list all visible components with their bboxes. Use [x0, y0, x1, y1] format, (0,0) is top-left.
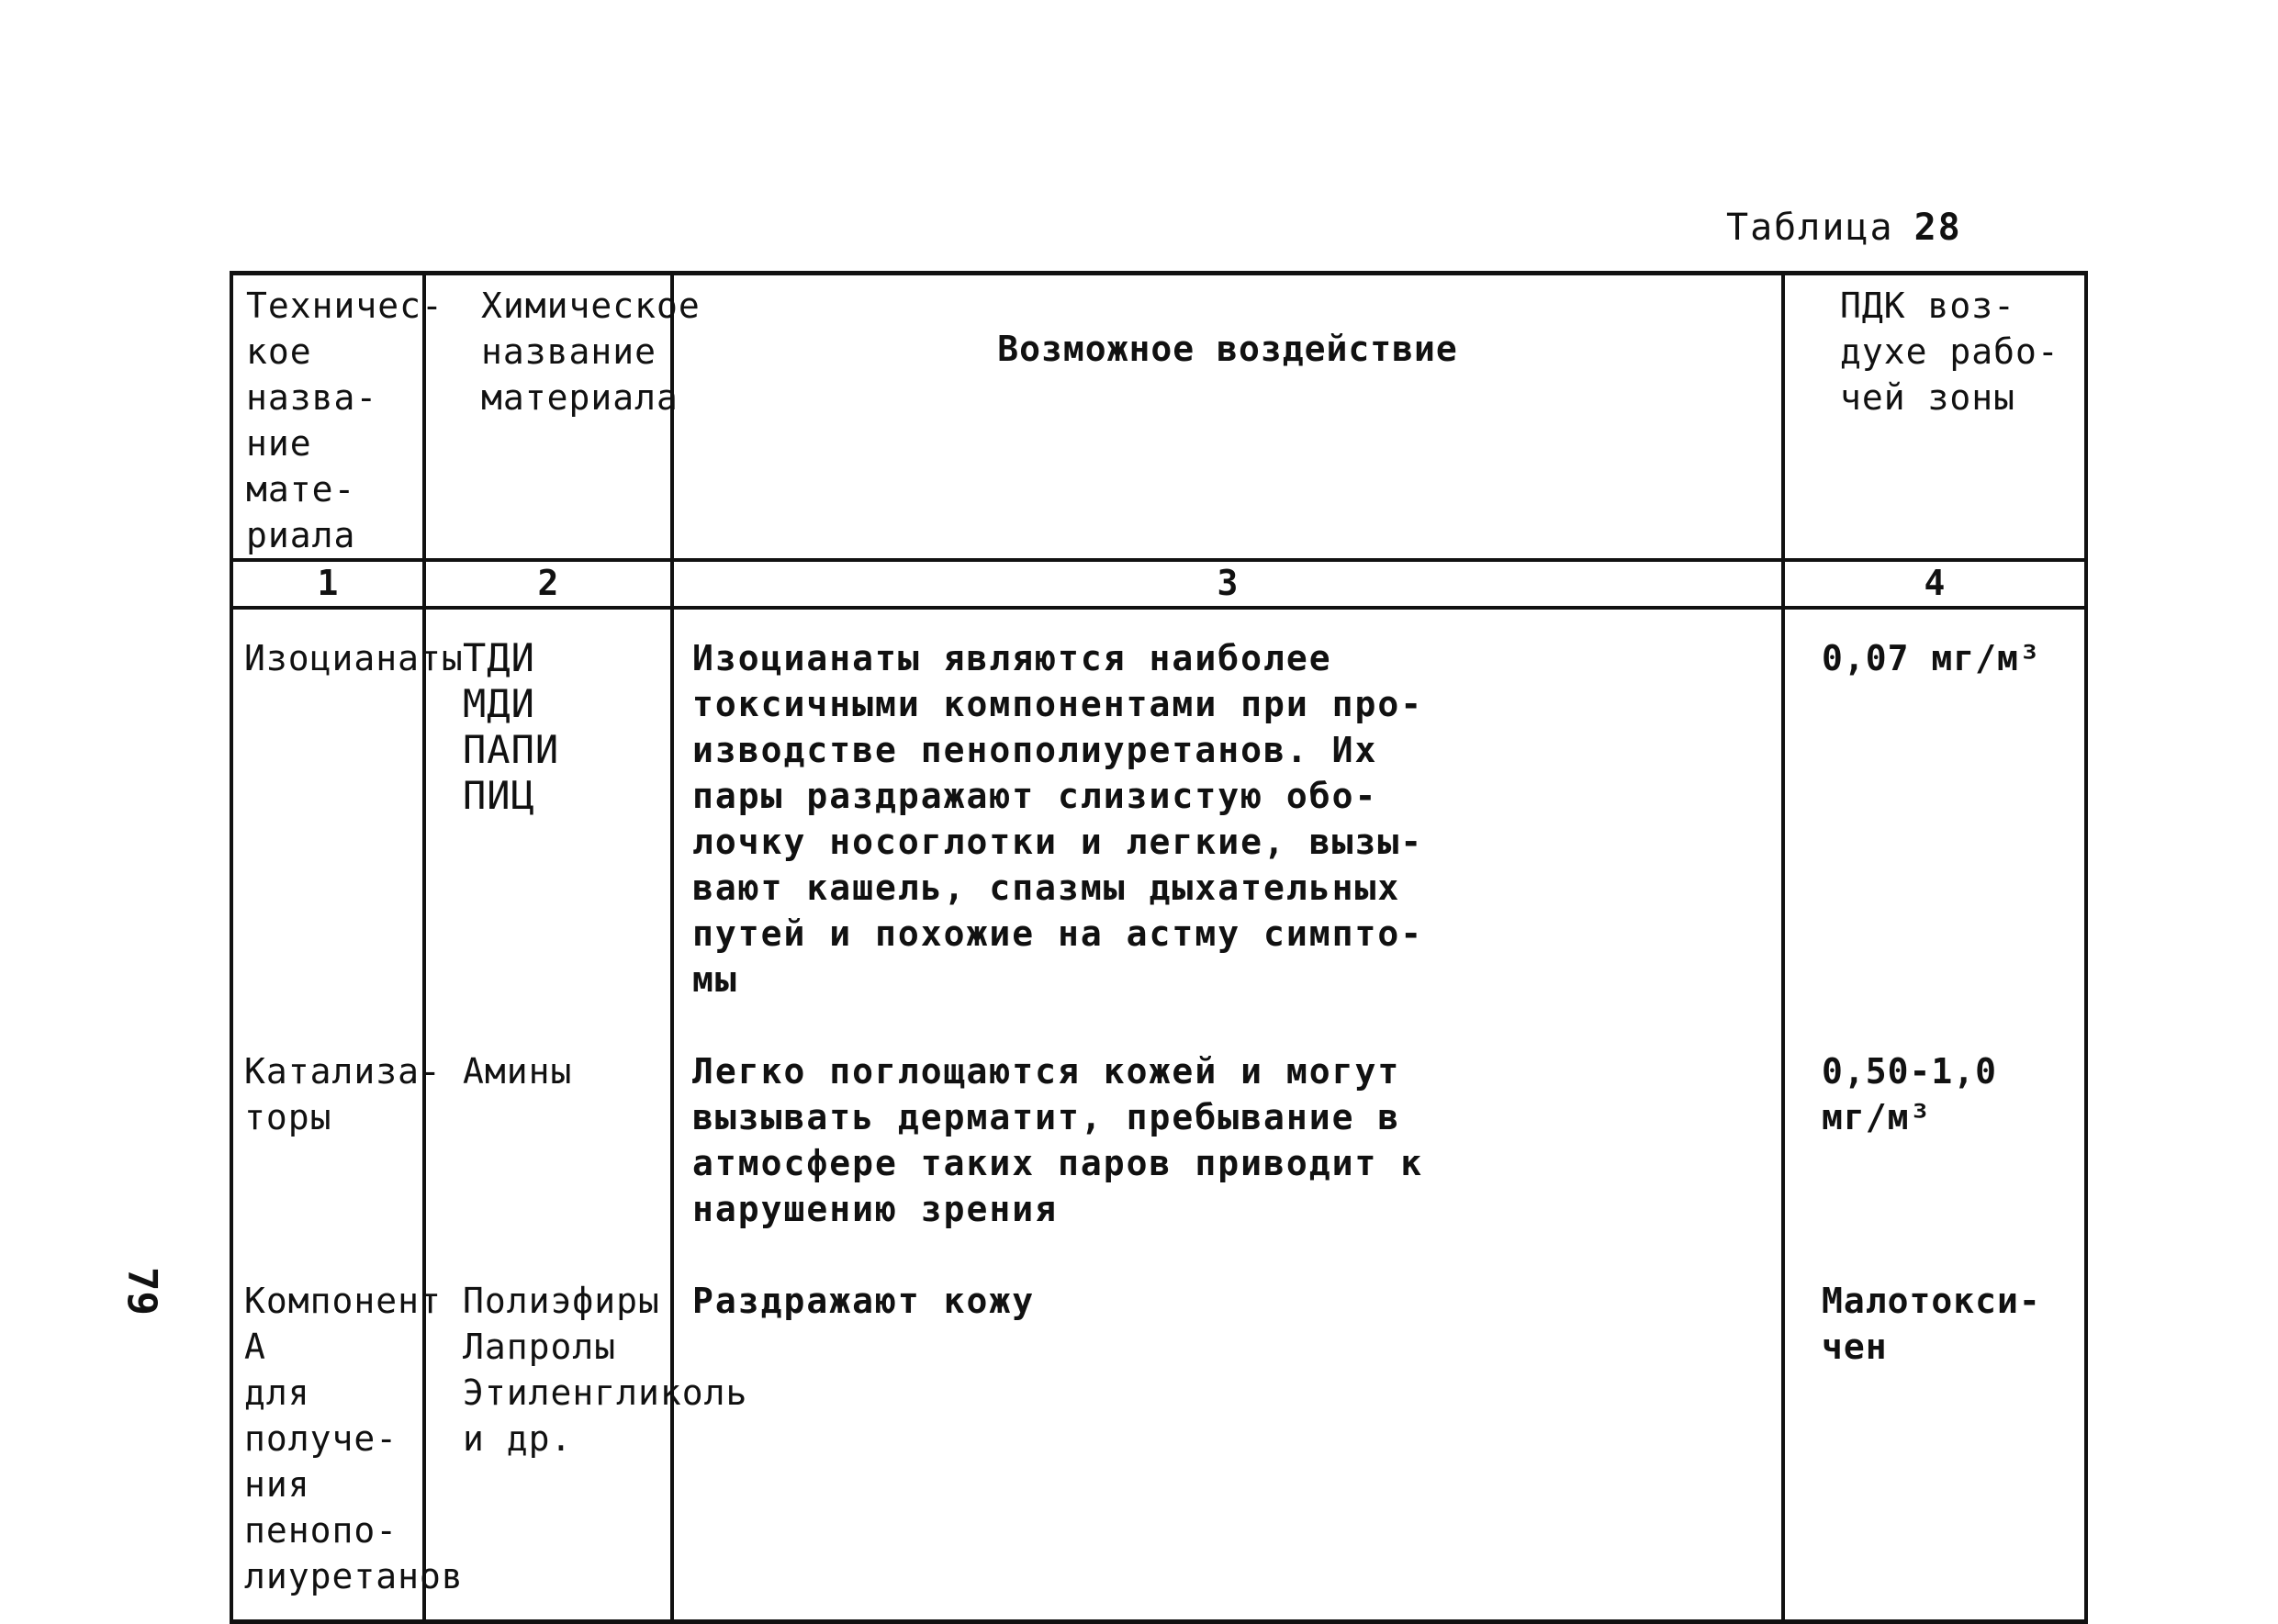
caption-number: 28: [1913, 207, 1962, 249]
table-cell: [672, 608, 1783, 1023]
effect-text: Раздражают кожу: [692, 1281, 1036, 1321]
header-cell: [424, 274, 701, 561]
table-cell: [1783, 1252, 2086, 1622]
table-row: [231, 1252, 2086, 1622]
pdk-value: 0,50-1,0 мг/м³: [1822, 1051, 1998, 1137]
column-number: 3: [672, 560, 1783, 608]
table-cell: [231, 1252, 464, 1622]
header-pdk: ПДК воз- духе рабо- чей зоны: [1840, 286, 2059, 418]
page-number: 79: [118, 1267, 165, 1316]
technical-name: Компонент А для получе- ния пенопо- лиуретанов: [244, 1281, 464, 1596]
header-cell: [1783, 274, 2086, 561]
table-cell: [424, 1023, 672, 1252]
table-caption: [1726, 207, 1962, 249]
table-cell: [231, 608, 464, 1023]
table-cell: [672, 1252, 1783, 1622]
header-cell: [231, 274, 443, 561]
table-cell: [231, 1023, 442, 1252]
chemical-name: Полиэфиры Лапролы Этиленгликоль и др.: [463, 1281, 748, 1459]
pdk-value: 0,07 мг/м³: [1822, 638, 2041, 678]
effect-text: Легко поглощаются кожей и могут вызывать дерматит, пребывание в атмосфере таких паров приводит к нарушению зрения: [692, 1051, 1424, 1229]
chemical-name: Амины: [463, 1051, 573, 1092]
column-number: 4: [1783, 560, 2086, 608]
table-row: [231, 608, 2086, 1023]
header-chemical-name: Химическое название материала: [481, 286, 701, 418]
caption-label: Таблица: [1726, 207, 1894, 249]
table-cell: [1783, 608, 2086, 1023]
technical-name: Изоцианаты: [244, 638, 464, 678]
column-number: 1: [231, 560, 424, 608]
effect-text: Изоцианаты являются наиболее токсичными компонентами при про- изводстве пенополиуретанов. Их пары раздражают слизистую обо- лочку носоглотки и легкие, вызы- вают кашель, спазмы дыхательных путей и похожие на астму симпто- мы: [692, 638, 1424, 1000]
table-cell: [672, 1023, 1783, 1252]
header-cell: [672, 274, 1783, 561]
table-row: [231, 1023, 2086, 1252]
column-number: 2: [424, 560, 672, 608]
table-cell: [1783, 1023, 2086, 1252]
technical-name: Катализа- торы: [244, 1051, 442, 1137]
pdk-value: Малотокси- чен: [1822, 1281, 2041, 1367]
chemical-name: ТДИ МДИ ПАПИ ПИЦ: [463, 635, 560, 818]
header-row: [231, 274, 2086, 561]
header-technical-name: Техничес- кое назва- ние мате- риала: [246, 286, 443, 555]
header-effect: Возможное воздействие: [997, 329, 1458, 369]
toxicity-table: [230, 271, 2088, 1624]
column-number-row: [231, 560, 2086, 608]
